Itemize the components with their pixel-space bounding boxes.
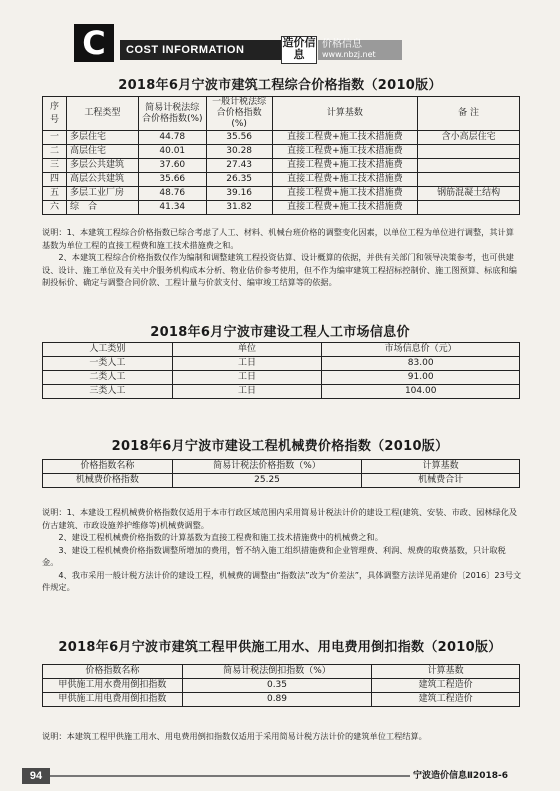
note-paragraph: 说明：1、本建设工程机械费价格指数仅适用于本市行政区域范围内采用简易计税法计价的建设工程(建筑、安装、市政、园林绿化及仿古建筑、市政设施养护维修等)机械费调整。 [42, 507, 518, 530]
table-cell: 多层住宅 [66, 131, 138, 145]
table-cell: 27.43 [206, 159, 272, 173]
table-cell: 31.82 [206, 201, 272, 215]
table1-title: 2018年6月宁波市建筑工程综合价格指数（2010版） [118, 78, 442, 93]
table-cell: 39.16 [206, 187, 272, 201]
table-cell: 0.35 [182, 679, 372, 693]
table-cell: 26.35 [206, 173, 272, 187]
table-body [43, 131, 520, 215]
table-cell: 机械费合计 [362, 474, 520, 488]
table-cell: 直接工程费+施工技术措施费 [272, 145, 418, 159]
section-banner: COST INFORMATION [120, 40, 286, 60]
table-cell: 一类人工 [43, 357, 173, 371]
table-cell: 机械费价格指数 [43, 474, 173, 488]
table-body [43, 474, 520, 488]
table-cell: 直接工程费+施工技术措施费 [272, 173, 418, 187]
col-header: 价格指数名称 [43, 460, 173, 474]
table-cell: 甲供施工用水费用倒扣指数 [43, 679, 183, 693]
table-header-row [43, 97, 520, 131]
table-cell: 91.00 [322, 371, 520, 385]
note-paragraph: 2、建设工程机械费价格指数的计算基数为直接工程费和施工技术措施费中的机械费之和。 [58, 532, 383, 542]
page-header [0, 0, 560, 64]
table-cell: 直接工程费+施工技术措施费 [272, 187, 418, 201]
table4-note [42, 730, 522, 743]
table-cell: 综 合 [66, 201, 138, 215]
table-cell: 甲供施工用电费用倒扣指数 [43, 693, 183, 707]
table-cell: 37.60 [138, 159, 206, 173]
table-row [43, 693, 520, 707]
table-row [43, 385, 520, 399]
note-paragraph: 说明：1、本建筑工程综合价格指数已综合考虑了人工、材料、机械台班价格的调整变化因素，以单位工程为单位进行调整，其计算基数为单位工程的直接工程费和施工技术措施费之和。 [42, 227, 514, 250]
footer-divider [50, 775, 410, 777]
table-cell: 41.34 [138, 201, 206, 215]
site-url: www.nbzj.net [322, 50, 376, 59]
table-row [43, 131, 520, 145]
table-cell: 二 [43, 145, 67, 159]
col-header: 价格指数名称 [43, 665, 183, 679]
col-header: 人工类别 [43, 343, 173, 357]
col-header: 简易计税法综合价格指数(%) [138, 97, 206, 131]
col-header: 计算基数 [372, 665, 520, 679]
journal-name: 宁波造价信息Ⅱ2018-6 [413, 771, 508, 781]
table-cell [418, 159, 520, 173]
table-row [43, 201, 520, 215]
col-header: 简易计税法价格指数（%） [172, 460, 362, 474]
table-cell: 0.89 [182, 693, 372, 707]
table-cell: 钢筋混凝土结构 [418, 187, 520, 201]
note-paragraph: 4、我市采用一般计税方法计价的建设工程，机械费的调整由“指数法”改为“价差法”，具体调整方法详见甬建价〔2016〕23号文件规定。 [42, 569, 522, 592]
table-row [43, 371, 520, 385]
table-cell: 30.28 [206, 145, 272, 159]
table-cell: 83.00 [322, 357, 520, 371]
col-header: 备 注 [418, 97, 520, 131]
table-cell: 直接工程费+施工技术措施费 [272, 159, 418, 173]
col-header: 单位 [172, 343, 322, 357]
table-cell: 48.76 [138, 187, 206, 201]
table-cell: 多层公共建筑 [66, 159, 138, 173]
page-number: 94 [22, 768, 50, 784]
table-cell: 35.56 [206, 131, 272, 145]
table-cell: 二类人工 [43, 371, 173, 385]
table-cell: 工日 [172, 357, 322, 371]
table-header-row [43, 460, 520, 474]
table1-notes [42, 226, 522, 289]
col-header: 简易计税法倒扣指数（%） [182, 665, 372, 679]
table-cell: 直接工程费+施工技术措施费 [272, 131, 418, 145]
col-header: 序号 [43, 97, 67, 131]
table-cell: 建筑工程造价 [372, 679, 520, 693]
table-cell [418, 145, 520, 159]
table-header-row [43, 343, 520, 357]
table-row [43, 173, 520, 187]
section-label: 造价信息 [281, 36, 317, 64]
col-header: 市场信息价（元） [322, 343, 520, 357]
logo: C [74, 24, 114, 62]
table-cell: 四 [43, 173, 67, 187]
table-cell: 工日 [172, 385, 322, 399]
table-row [43, 145, 520, 159]
col-header: 工程类型 [66, 97, 138, 131]
table-cell: 三类人工 [43, 385, 173, 399]
table-cell: 直接工程费+施工技术措施费 [272, 201, 418, 215]
table-body [43, 679, 520, 707]
table-cell: 高层公共建筑 [66, 173, 138, 187]
table-cell: 建筑工程造价 [372, 693, 520, 707]
table-cell: 工日 [172, 371, 322, 385]
table-row [43, 357, 520, 371]
table-cell: 六 [43, 201, 67, 215]
table-cell: 104.00 [322, 385, 520, 399]
table-row [43, 679, 520, 693]
table-header-row [43, 665, 520, 679]
table3-title: 2018年6月宁波市建设工程机械费价格指数（2010版） [111, 439, 449, 454]
table-row [43, 159, 520, 173]
machinery-index-table [42, 459, 520, 488]
composite-index-table [42, 96, 520, 215]
table-cell: 含小高层住宅 [418, 131, 520, 145]
table-cell: 40.01 [138, 145, 206, 159]
col-header: 计算基数 [362, 460, 520, 474]
table-cell: 高层住宅 [66, 145, 138, 159]
table2-title: 2018年6月宁波市建设工程人工市场信息价 [150, 325, 410, 340]
table3-notes [42, 506, 522, 594]
table-cell: 三 [43, 159, 67, 173]
table-body [43, 357, 520, 399]
subsection-title: 价格信息 [322, 39, 362, 50]
subsection-label [318, 40, 402, 60]
table-cell: 25.25 [172, 474, 362, 488]
table-cell [418, 173, 520, 187]
col-header: 计算基数 [272, 97, 418, 131]
table-row [43, 474, 520, 488]
table-cell: 五 [43, 187, 67, 201]
note-paragraph: 说明：本建筑工程甲供施工用水、用电费用倒扣指数仅适用于采用简易计税方法计价的建筑单位工程结算。 [42, 731, 427, 741]
table-cell: 一 [43, 131, 67, 145]
note-paragraph: 2、本建筑工程综合价格指数仅作为编制和调整建筑工程投资估算、设计概算的依据，并供有关部门和领导决策参考，也可供建设、设计、施工单位及有关中介服务机构成本分析、物业估价参考使用，但不作为编审建筑工程招标控制价、施工图预算、标底和编制投标价、确定与调整合同价款、工程计量与价款支付、编审竣工结算等的依据。 [42, 252, 517, 287]
table4-title: 2018年6月宁波市建筑工程甲供施工用水、用电费用倒扣指数（2010版） [58, 640, 502, 655]
table-row [43, 187, 520, 201]
utility-deduction-table [42, 664, 520, 707]
table-cell [418, 201, 520, 215]
table-cell: 44.78 [138, 131, 206, 145]
note-paragraph: 3、建设工程机械费价格指数调整所增加的费用，暂不纳入施工组织措施费和企业管理费、利润、规费的取费基数，只计取税金。 [42, 544, 506, 567]
col-header: 一般计税法综合价格指数(%) [206, 97, 272, 131]
table-cell: 多层工业厂房 [66, 187, 138, 201]
labor-price-table [42, 342, 520, 399]
table-cell: 35.66 [138, 173, 206, 187]
